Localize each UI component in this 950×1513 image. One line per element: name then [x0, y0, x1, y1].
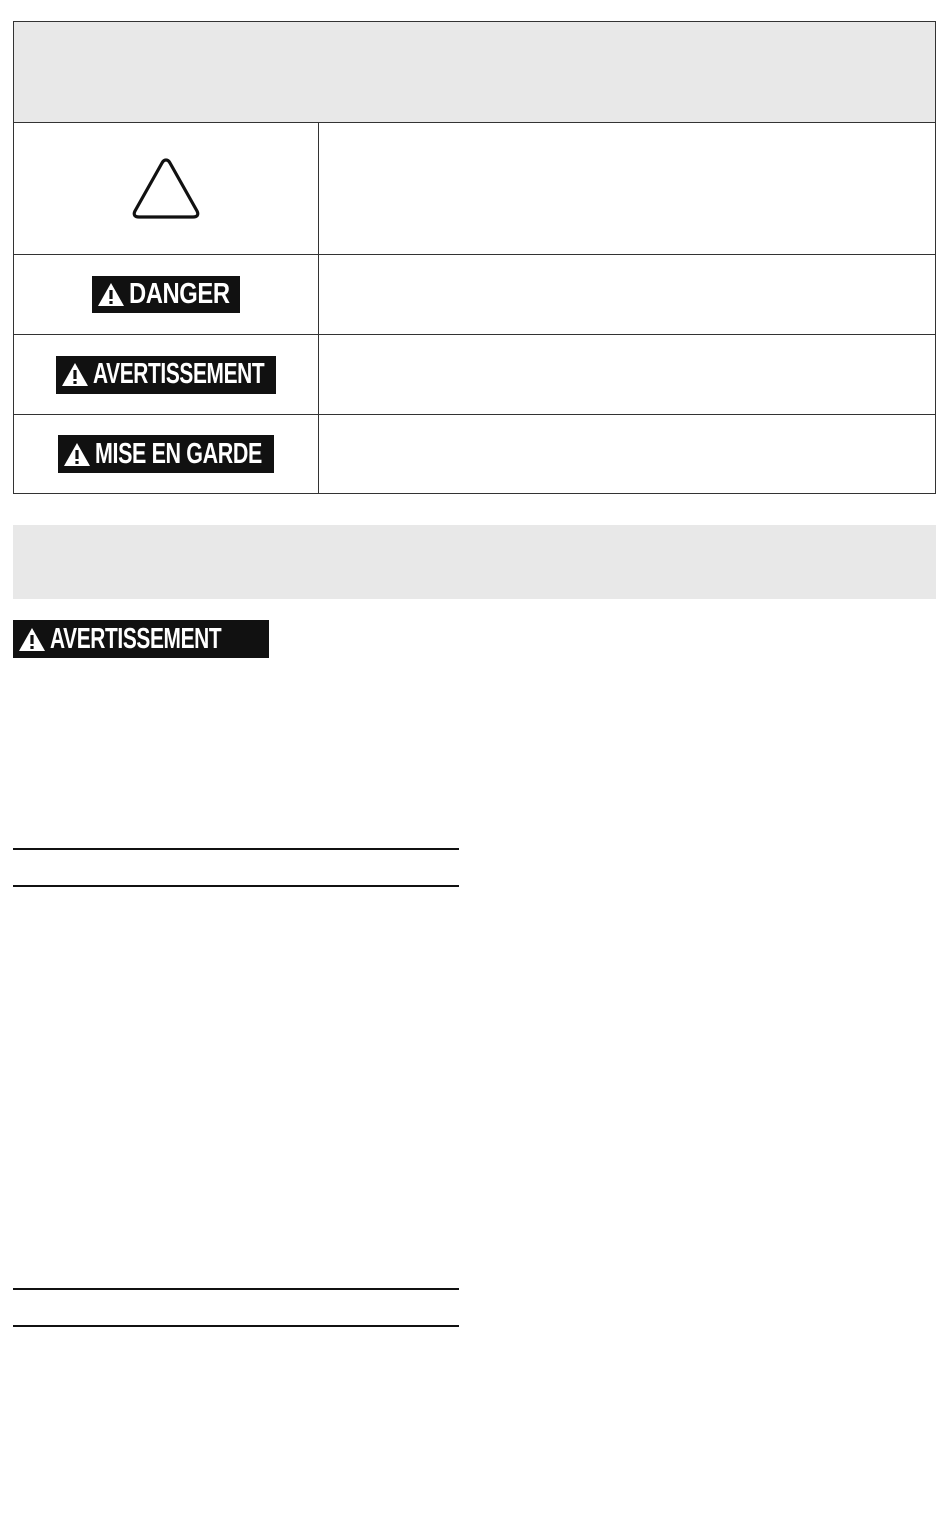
table-cell-symbol [14, 415, 318, 493]
section-rule-bottom [13, 1325, 459, 1327]
symbol-table [13, 21, 936, 494]
section-header-band [13, 525, 936, 599]
triangle-outline-icon [131, 155, 201, 221]
danger-signal-label [92, 276, 241, 313]
table-row-alert-symbol [14, 122, 935, 255]
section-rule-top [13, 848, 459, 850]
exclamation-triangle-icon [61, 362, 89, 387]
table-cell-symbol [14, 255, 318, 334]
table-cell-symbol [14, 122, 318, 254]
warning-signal-label-main [13, 620, 269, 658]
section-rule-bottom [13, 885, 459, 887]
warning-signal-text: AVERTISSEMENT [50, 622, 222, 655]
caution-signal-label [58, 435, 275, 473]
exclamation-triangle-icon [18, 627, 46, 652]
table-row-caution [14, 415, 935, 493]
table-cell-symbol [14, 335, 318, 414]
section-rule-top [13, 1288, 459, 1290]
table-row-danger [14, 255, 935, 335]
table-cell-description [320, 255, 935, 334]
warning-signal-text: AVERTISSEMENT [93, 358, 265, 390]
exclamation-triangle-icon [97, 282, 125, 307]
warning-signal-label [56, 356, 276, 394]
table-cell-description [320, 335, 935, 414]
table-cell-description [320, 122, 935, 254]
caution-signal-text: MISE EN GARDE [94, 437, 262, 470]
danger-signal-text: DANGER [128, 278, 230, 310]
table-cell-description [320, 415, 935, 493]
table-row-warning [14, 335, 935, 415]
exclamation-triangle-icon [63, 442, 91, 467]
table-header [14, 22, 935, 123]
